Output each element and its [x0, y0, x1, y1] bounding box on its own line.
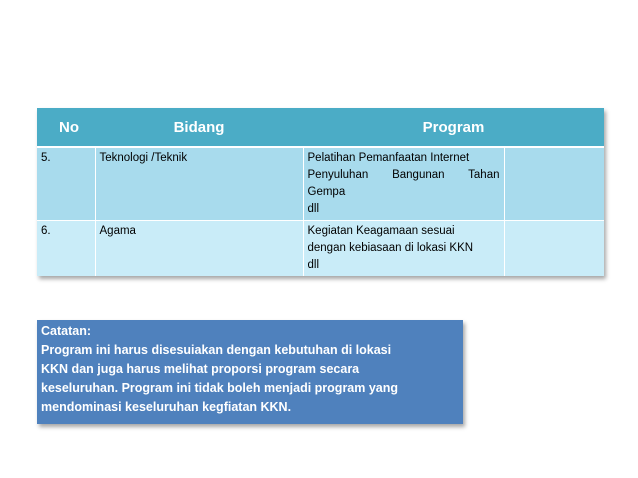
table-header-row	[37, 108, 604, 147]
note-line: KKN dan juga harus melihat proporsi program secara	[41, 362, 360, 376]
note-line: mendominasi keseluruhan kegfiatan KKN.	[41, 400, 292, 414]
note-line: keseluruhan. Program ini tidak boleh menjadi program yang	[41, 381, 399, 395]
note-title: Catatan:	[41, 324, 92, 338]
program-line: dll	[307, 259, 320, 271]
cell-program	[303, 221, 504, 277]
cell-extra	[504, 221, 604, 277]
cell-bidang: Teknologi /Teknik	[95, 147, 303, 221]
program-line: Kegiatan Keagamaan sesuai	[307, 225, 455, 237]
header-no: No	[37, 108, 95, 147]
header-bidang: Bidang	[95, 108, 303, 147]
cell-no: 6.	[37, 221, 95, 277]
program-table	[37, 108, 604, 276]
program-line: dengan kebiasaan di lokasi KKN	[307, 242, 474, 254]
program-line: Pelatihan Pemanfaatan Internet	[307, 152, 470, 164]
table-row	[37, 147, 604, 221]
table-row	[37, 221, 604, 277]
program-line: Gempa	[307, 186, 346, 198]
cell-program	[303, 147, 504, 221]
note-line: Program ini harus disesuiakan dengan kebutuhan di lokasi	[41, 343, 392, 357]
header-program: Program	[303, 108, 604, 147]
cell-extra	[504, 147, 604, 221]
program-line: Penyuluhan Bangunan Tahan	[307, 169, 500, 181]
program-line: dll	[307, 203, 320, 215]
cell-no: 5.	[37, 147, 95, 221]
note-box	[37, 320, 463, 424]
cell-bidang: Agama	[95, 221, 303, 277]
